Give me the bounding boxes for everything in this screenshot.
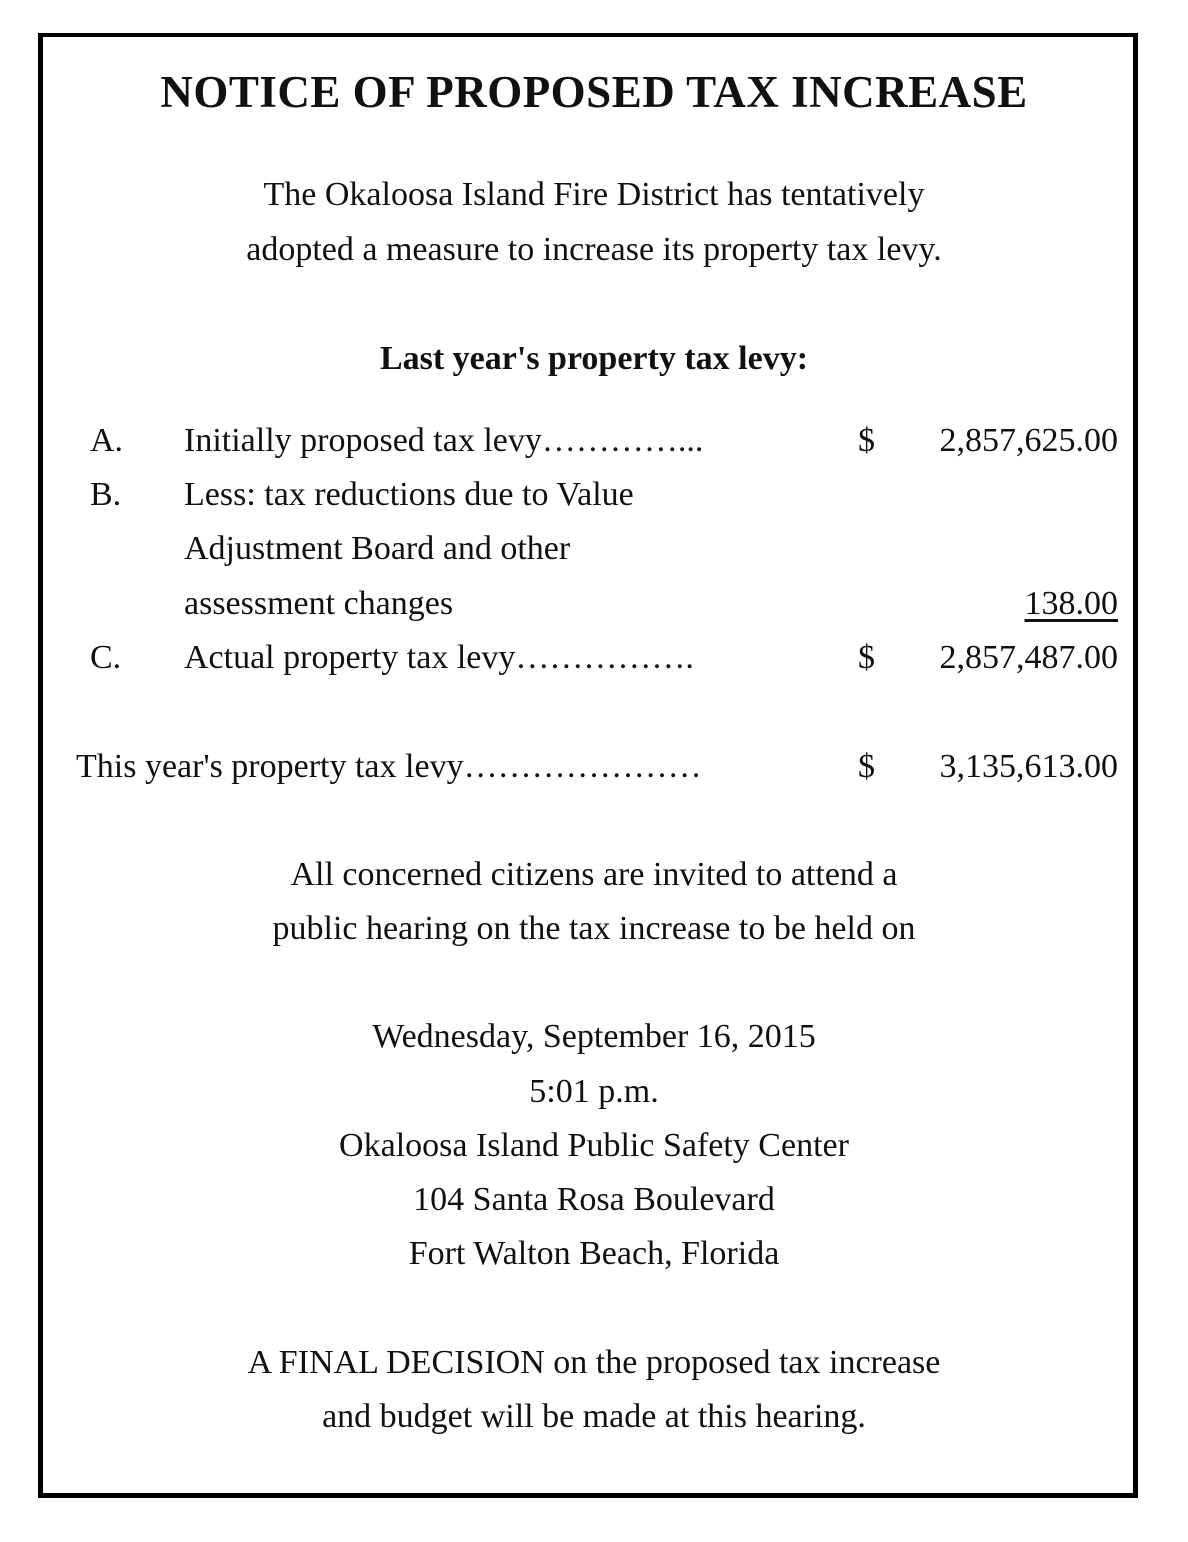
invite-line-1: All concerned citizens are invited to attend a bbox=[290, 856, 898, 893]
invite-line-2: public hearing on the tax increase to be held on bbox=[272, 910, 916, 947]
final-line-1: A FINAL DECISION on the proposed tax increase bbox=[247, 1344, 941, 1381]
final-line-2: and budget will be made at this hearing. bbox=[322, 1398, 866, 1435]
intro-line-2: adopted a measure to increase its property tax levy. bbox=[246, 231, 942, 268]
item-b-label-line-3: assessment changes bbox=[184, 585, 454, 622]
this-year-currency: $ bbox=[858, 748, 875, 785]
item-b-letter: B. bbox=[90, 476, 122, 513]
item-c-currency: $ bbox=[858, 639, 875, 676]
item-c-letter: C. bbox=[90, 639, 122, 676]
hearing-venue: Okaloosa Island Public Safety Center bbox=[339, 1127, 849, 1164]
hearing-time: 5:01 p.m. bbox=[529, 1073, 659, 1110]
item-b-amount: 138.00 bbox=[1024, 585, 1118, 622]
item-a-letter: A. bbox=[90, 422, 124, 459]
last-year-heading: Last year's property tax levy: bbox=[379, 340, 809, 377]
this-year-amount: 3,135,613.00 bbox=[939, 748, 1118, 785]
this-year-label: This year's property tax levy………………… bbox=[76, 748, 702, 785]
hearing-city: Fort Walton Beach, Florida bbox=[408, 1235, 780, 1272]
item-b-label-line-1: Less: tax reductions due to Value bbox=[184, 476, 634, 513]
item-c-label: Actual property tax levy……………. bbox=[184, 639, 694, 676]
intro-line-1: The Okaloosa Island Fire District has tentatively bbox=[263, 176, 925, 213]
item-b-label-line-2: Adjustment Board and other bbox=[184, 530, 571, 567]
item-a-currency: $ bbox=[858, 422, 875, 459]
item-a-label: Initially proposed tax levy…………... bbox=[184, 422, 704, 459]
notice-title: NOTICE OF PROPOSED TAX INCREASE bbox=[160, 67, 1028, 117]
item-c-amount: 2,857,487.00 bbox=[939, 639, 1118, 676]
item-a-amount: 2,857,625.00 bbox=[939, 422, 1118, 459]
hearing-street: 104 Santa Rosa Boulevard bbox=[413, 1181, 775, 1218]
hearing-date: Wednesday, September 16, 2015 bbox=[372, 1018, 816, 1055]
